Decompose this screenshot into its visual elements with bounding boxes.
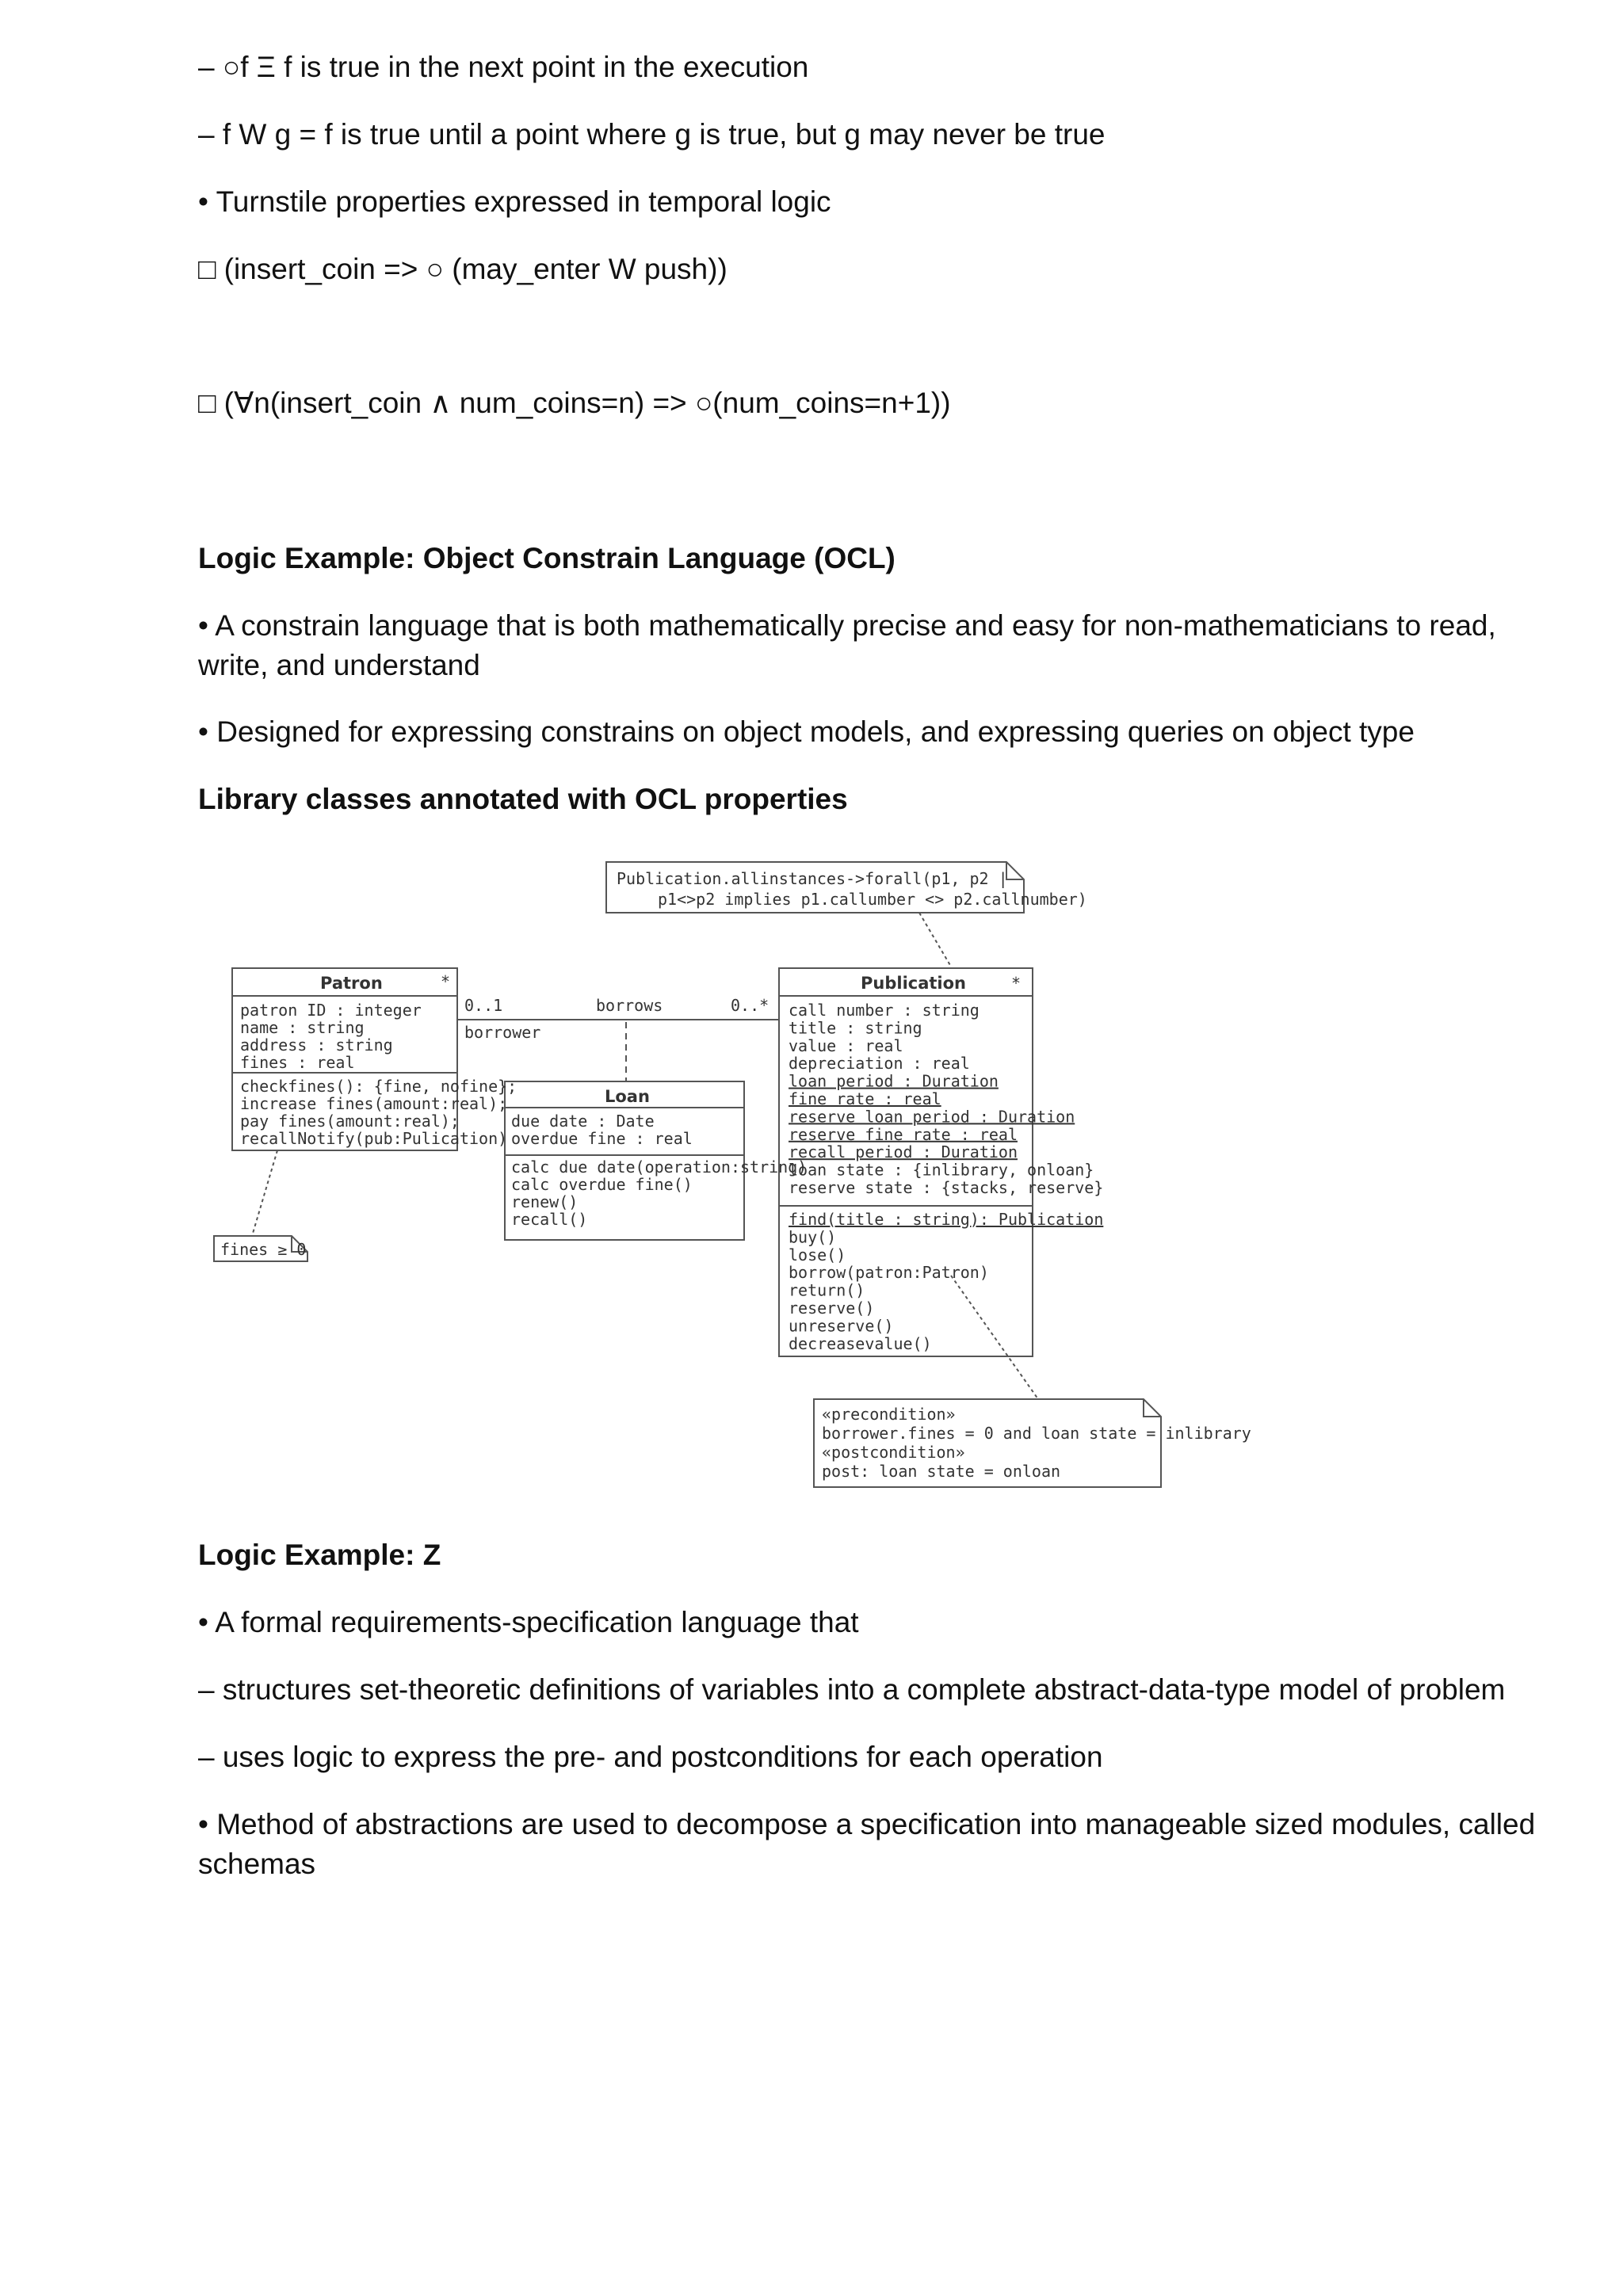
loan-class-name: Loan — [605, 1087, 650, 1106]
z-bullet-3: – uses logic to express the pre- and postconditions for each operation — [198, 1741, 1103, 1773]
publication-attr: recall period : Duration — [789, 1142, 1018, 1162]
ocl-bullet-1: • A constrain language that is both mathematically precise and easy for non-mathematicians to read, write, and understand — [198, 609, 1496, 681]
patron-attr: patron ID : integer — [240, 1001, 422, 1020]
formula-num-coins: □ (∀n(insert_coin ∧ num_coins=n) => ○(num_coins=n+1)) — [198, 387, 951, 419]
publication-attr: value : real — [789, 1035, 903, 1055]
publication-attr: title : string — [789, 1018, 922, 1038]
patron-op: checkfines(): {fine, nofine}; — [240, 1077, 517, 1096]
loan-attr: due date : Date — [511, 1112, 655, 1131]
patron-op: recallNotify(pub:Pulication) — [240, 1129, 508, 1148]
heading-ocl: Logic Example: Object Constrain Language (OCL) — [198, 542, 896, 574]
publication-attr: fine rate : real — [789, 1089, 941, 1108]
assoc-right-multiplicity: 0..* — [731, 996, 769, 1015]
z-bullet-2: – structures set-theoretic definitions of variables into a complete abstract-data-type model of problem — [198, 1673, 1506, 1706]
loan-op: calc overdue fine() — [511, 1175, 693, 1194]
note-cond-line: «precondition» — [822, 1405, 956, 1424]
loan-op: renew() — [511, 1192, 579, 1211]
text-next-operator: – ○f Ξ f is true in the next point in the execution — [198, 51, 809, 83]
note-top-line-2: p1<>p2 implies p1.callumber <> p2.callnumber) — [658, 890, 1087, 909]
note-cond-line: post: loan state = onloan — [822, 1462, 1061, 1481]
note-cond-line: «postcondition» — [822, 1443, 965, 1462]
publication-attr: reserve state : {stacks, reserve} — [789, 1178, 1104, 1197]
note-top-line-1: Publication.allinstances->forall(p1, p2 | — [617, 869, 1008, 888]
publication-op: unreserve() — [789, 1316, 894, 1336]
publication-op: buy() — [789, 1227, 837, 1247]
assoc-role: borrower — [464, 1023, 541, 1042]
publication-multiplicity: * — [1011, 974, 1022, 993]
loan-op: calc due date(operation:string) — [511, 1158, 808, 1177]
patron-attr: fines : real — [240, 1053, 355, 1072]
note-fines-text: fines ≥ 0 — [220, 1240, 307, 1259]
publication-op: return() — [789, 1280, 865, 1300]
loan-op: recall() — [511, 1210, 588, 1229]
patron-op: increase fines(amount:real); — [240, 1094, 508, 1113]
heading-z: Logic Example: Z — [198, 1539, 441, 1571]
text-turnstile-bullet: • Turnstile properties expressed in temporal logic — [198, 185, 831, 218]
publication-attr: loan period : Duration — [789, 1071, 999, 1091]
heading-ocl-figure: Library classes annotated with OCL properties — [198, 783, 848, 815]
publication-op: find(title : string): Publication — [789, 1210, 1104, 1229]
patron-op: pay fines(amount:real); — [240, 1112, 460, 1131]
patron-attr: address : string — [240, 1035, 393, 1055]
patron-multiplicity: * — [441, 972, 451, 991]
publication-op: borrow(patron:Patron) — [789, 1263, 989, 1283]
publication-class-name: Publication — [861, 974, 967, 993]
patron-attr: name : string — [240, 1018, 365, 1037]
assoc-left-multiplicity: 0..1 — [464, 996, 503, 1015]
formula-insert-coin: □ (insert_coin => ○ (may_enter W push)) — [198, 253, 727, 285]
loan-attr: overdue fine : real — [511, 1129, 693, 1148]
z-bullet-4: • Method of abstractions are used to decompose a specification into manageable sized modules, called schemas — [198, 1808, 1536, 1880]
publication-op: reserve() — [789, 1299, 875, 1318]
publication-attr: loan state : {inlibrary, onloan} — [789, 1160, 1094, 1180]
publication-op: lose() — [789, 1245, 846, 1264]
publication-attr: reserve fine rate : real — [789, 1124, 1018, 1144]
publication-attr: reserve loan period : Duration — [789, 1107, 1075, 1127]
publication-op: decreasevalue() — [789, 1333, 932, 1353]
publication-attr: depreciation : real — [789, 1054, 970, 1074]
ocl-bullet-2: • Designed for expressing constrains on object models, and expressing queries on object type — [198, 715, 1415, 748]
text-weak-until: – f W g = f is true until a point where g is true, but g may never be true — [198, 118, 1106, 151]
patron-class-name: Patron — [320, 974, 383, 993]
assoc-label: borrows — [596, 996, 663, 1015]
note-cond-line: borrower.fines = 0 and loan state = inlibrary — [822, 1424, 1251, 1443]
publication-attr: call number : string — [789, 1001, 980, 1020]
z-bullet-1: • A formal requirements-specification language that — [198, 1606, 859, 1638]
